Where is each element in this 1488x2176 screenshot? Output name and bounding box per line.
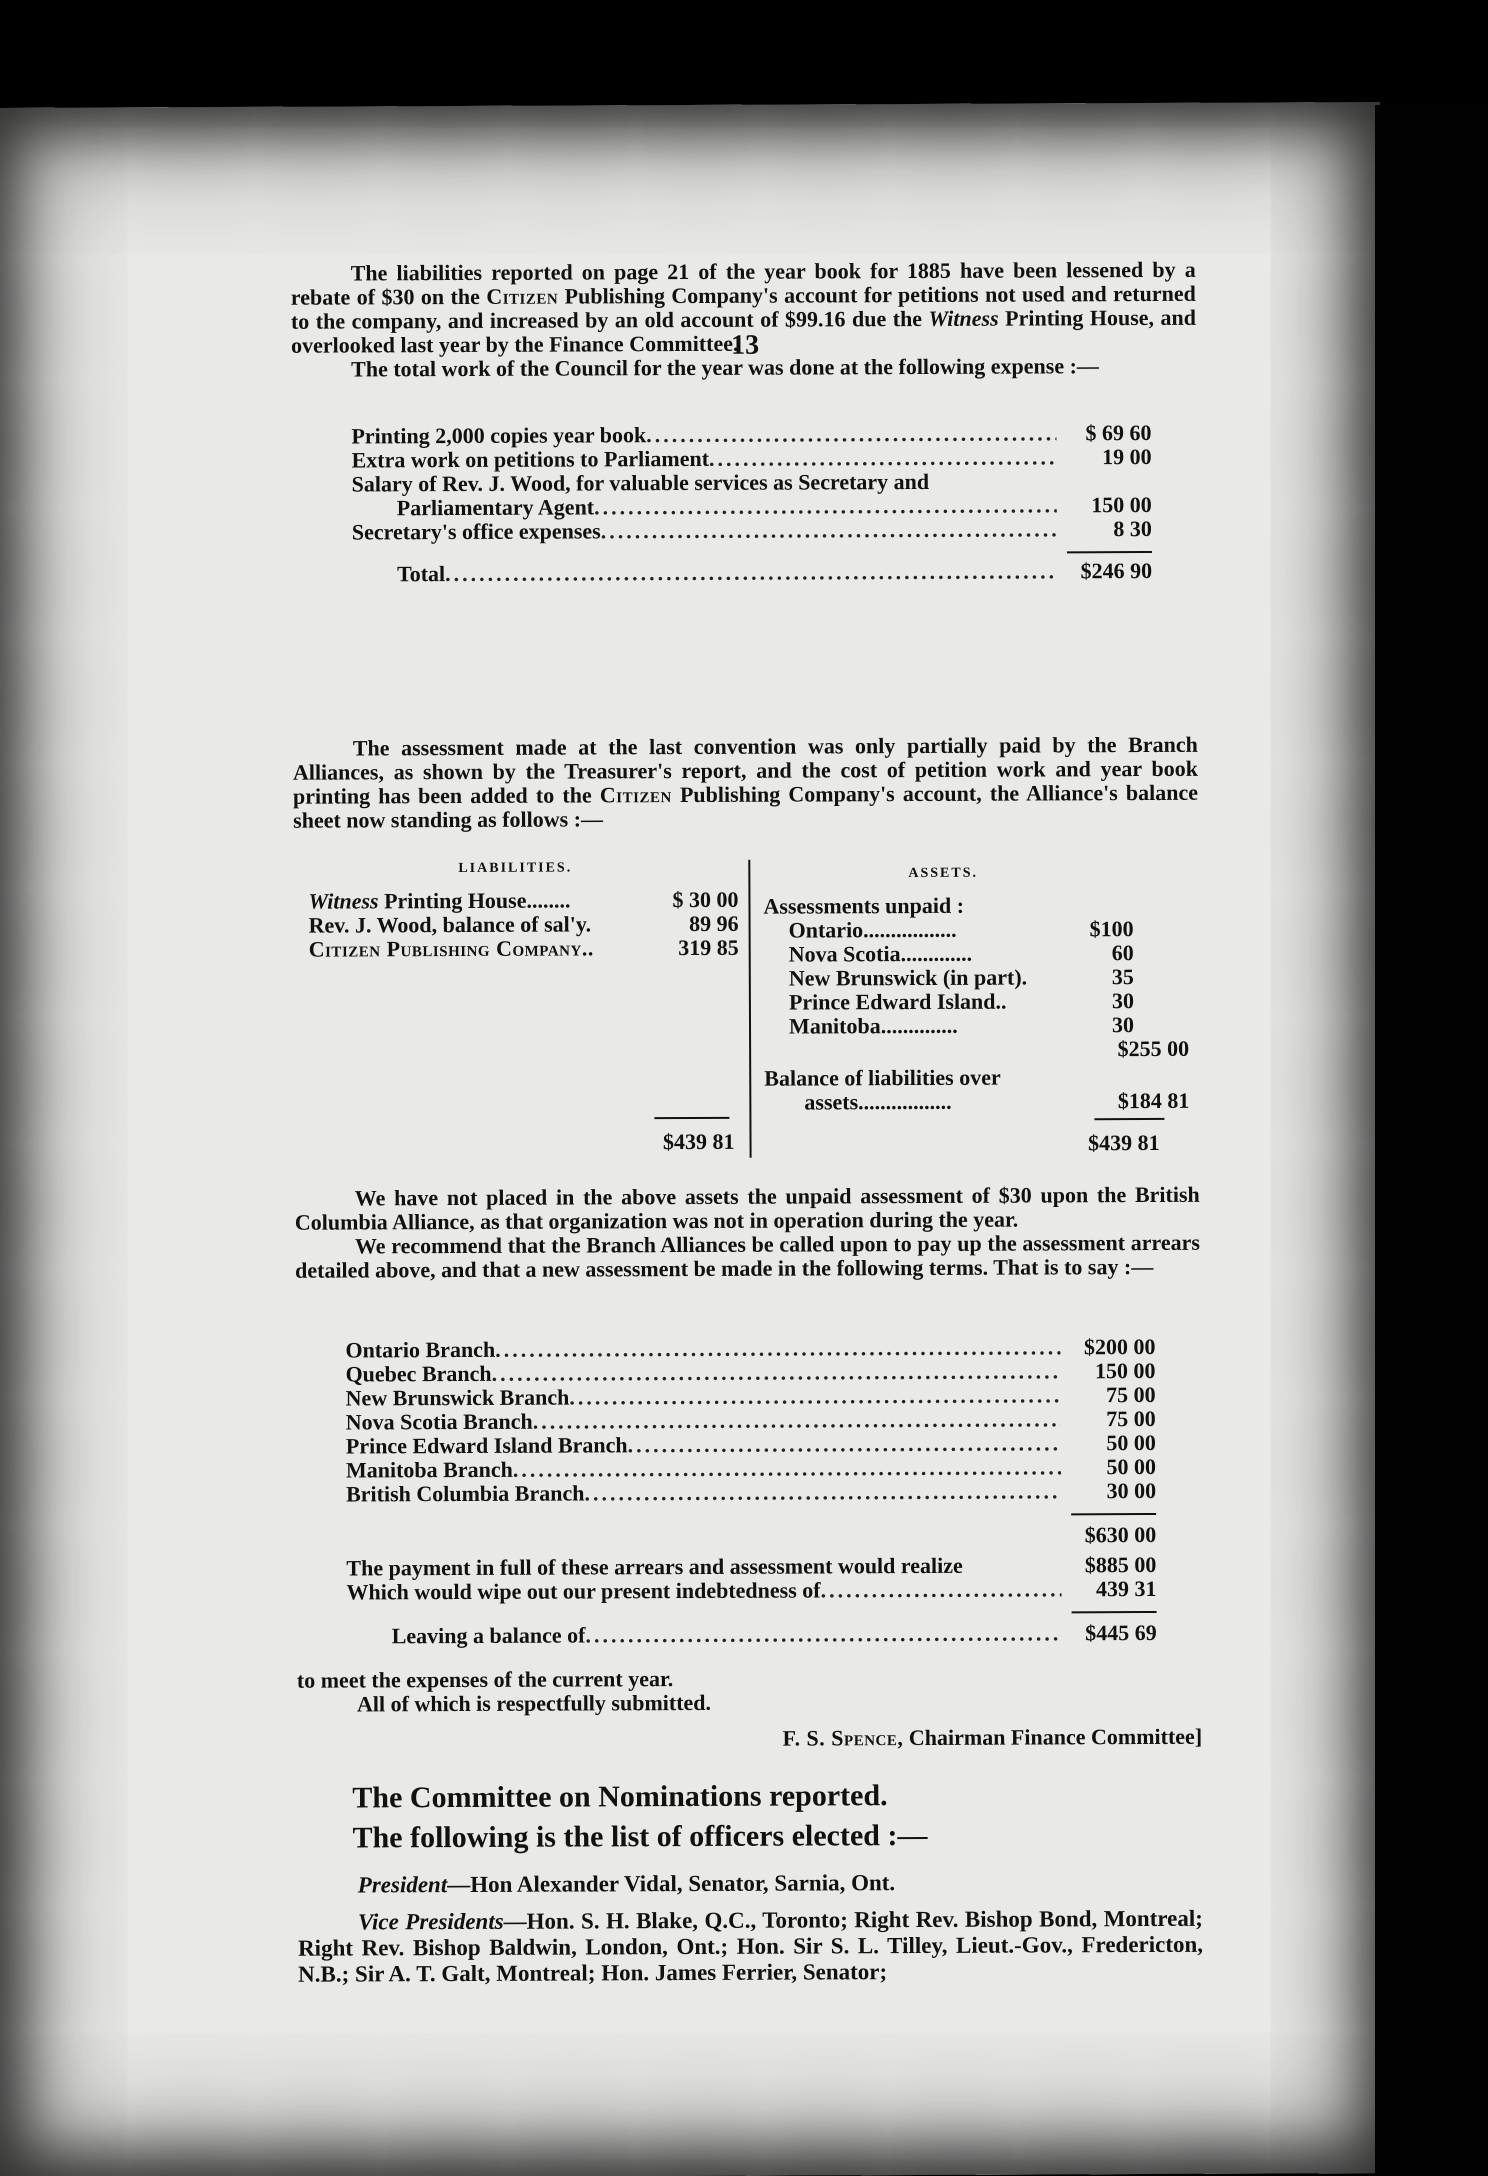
expense-row: Printing 2,000 copies year book ..... $ 69 60 [351, 421, 1151, 448]
asset-row: New Brunswick (in part). 35 [788, 964, 1134, 991]
expense-row: Salary of Rev. J. Wood, for valuable services as Secretary and [351, 468, 930, 497]
total-rule [1067, 551, 1152, 553]
assets-subtotal: $255 00 [1117, 1035, 1190, 1062]
vice-presidents-line: Vice Presidents—Hon. S. H. Blake, Q.C., Toronto; Right Rev. Bishop Bond, Montreal; Right Rev. Bishop Baldwin, London, Ont.; Hon. Sir S. L. Tilley, Lieut.-Gov., Fredericton, N.B.; Sir A. T. Galt, Montreal; Hon. James Ferrier, Senator; [297, 1905, 1204, 1987]
officers-heading: The following is the list of officers elected :— [352, 1818, 928, 1855]
signature: F. S. Spence, Chairman Finance Committee] [782, 1723, 1203, 1751]
branch-row: British Columbia Branch ..... 30 00 [346, 1479, 1156, 1507]
asset-row: Nova Scotia............. 60 [788, 940, 1134, 967]
liability-row: Rev. J. Wood, balance of sal'y. 89 96 [308, 910, 739, 938]
officers-section [298, 1868, 1203, 1988]
expenses-total-row: Total ..... $246 90 [352, 559, 1152, 586]
branch-row: New Brunswick Branch ..... 75 00 [346, 1383, 1156, 1411]
branches-total: $630 00 [1084, 1521, 1157, 1548]
scan-right-edge [1375, 105, 1488, 2176]
intro-paragraph-1 [291, 258, 1196, 358]
liabilities-heading: LIABILITIES. [458, 860, 573, 876]
recommend-paragraph: We recommend that the Branch Alliances be called upon to pay up the assessment arrears detailed above, and that a new assessment be made in the following terms. That is to say :— [295, 1229, 1201, 1283]
citizen-name: Citizen [599, 782, 672, 808]
closing-line-2: All of which is respectfully submitted. [356, 1689, 712, 1717]
wipe-row: Which would wipe out our present indebtedness of ..... 439 31 [346, 1577, 1156, 1605]
intro-paragraph-2: The total work of the Council for the year was done at the following expense :— [351, 353, 1099, 382]
intro-text-a: The liabilities reported on page 21 of the year book for 1885 have been lessened by a rebate of $30 on the [290, 256, 1196, 310]
witness-name: Witness [928, 305, 999, 331]
balance-label: Balance of liabilities over [764, 1064, 1001, 1091]
branches-rule [1071, 1513, 1156, 1515]
closing-section [297, 1665, 1202, 1753]
intro-text-b: Publishing Company's account for petitions not used and returned to the company, and increased by an old account of $99.16 due the [290, 280, 1196, 334]
liabilities-rule [654, 1117, 729, 1119]
liabilities-column [308, 888, 738, 962]
page-number: 13 [730, 329, 760, 361]
asset-row: Prince Edward Island.. 30 [788, 988, 1134, 1015]
expenses-list [351, 421, 1152, 586]
citizen-name: Citizen [486, 283, 559, 309]
assets-intro: Assessments unpaid : [763, 892, 965, 919]
recommendation-section [295, 1183, 1200, 1283]
branch-row: Manitoba Branch ..... 50 00 [346, 1455, 1156, 1483]
expense-row: Parliamentary Agent ..... 150 00 [352, 493, 1152, 520]
closing-line-1: to meet the expenses of the current year. [296, 1666, 674, 1693]
branch-row: Prince Edward Island Branch ..... 50 00 [346, 1431, 1156, 1459]
assessment-section [293, 733, 1198, 833]
balance-row: assets................. $184 81 [804, 1087, 1190, 1115]
realize-row: The payment in full of these arrears and assessment would realize $885 00 [346, 1551, 1157, 1581]
liabilities-total: $439 81 [662, 1128, 735, 1155]
asset-row: Ontario................. $100 [788, 916, 1134, 943]
branches-list [345, 1335, 1156, 1649]
leaving-row: Leaving a balance of ..... $445 69 [347, 1621, 1157, 1649]
liability-row: Witness Printing House........ $ 30 00 [308, 886, 739, 914]
leaving-rule [1072, 1611, 1157, 1613]
liability-row: Citizen Publishing Company.. 319 85 [308, 934, 739, 962]
assets-total: $439 81 [1087, 1129, 1160, 1156]
intro-section [291, 258, 1197, 382]
expense-row: Extra work on petitions to Parliament ..... 19 00 [351, 445, 1151, 472]
president-line: President—Hon Alexander Vidal, Senator, Sarnia, Ont. [357, 1870, 896, 1898]
asset-row: Manitoba.............. 30 [788, 1012, 1135, 1039]
expense-row: Secretary's office expenses ..... 8 30 [352, 517, 1152, 544]
column-divider [748, 860, 751, 1158]
branch-row: Ontario Branch ..... $200 00 [345, 1335, 1155, 1363]
assets-rule [1094, 1118, 1164, 1120]
branch-row: Quebec Branch ..... 150 00 [345, 1359, 1155, 1387]
assets-column [763, 892, 1190, 1115]
assessment-paragraph: The assessment made at the last convention was only partially paid by the Branch Alliances, as shown by the Treasurer's report, and the cost of petition work and year book printing has been added to the Citizen Publishing Company's account, the Alliance's balance sheet now standing as follows :— [292, 731, 1199, 833]
nominations-section [352, 1775, 1202, 1859]
assets-heading: ASSETS. [908, 865, 979, 882]
unpaid-paragraph: We have not placed in the above assets the unpaid assessment of $30 upon the British Columbia Alliance, as that organization was not in operation during the year. [294, 1181, 1200, 1235]
branch-row: Nova Scotia Branch ..... 75 00 [346, 1407, 1156, 1435]
paper-sheet [0, 102, 1389, 2176]
nominations-heading: The Committee on Nominations reported. [352, 1779, 888, 1815]
intro-text-c: Printing House, and overlooked last year by the Finance Committee. [290, 304, 1197, 358]
